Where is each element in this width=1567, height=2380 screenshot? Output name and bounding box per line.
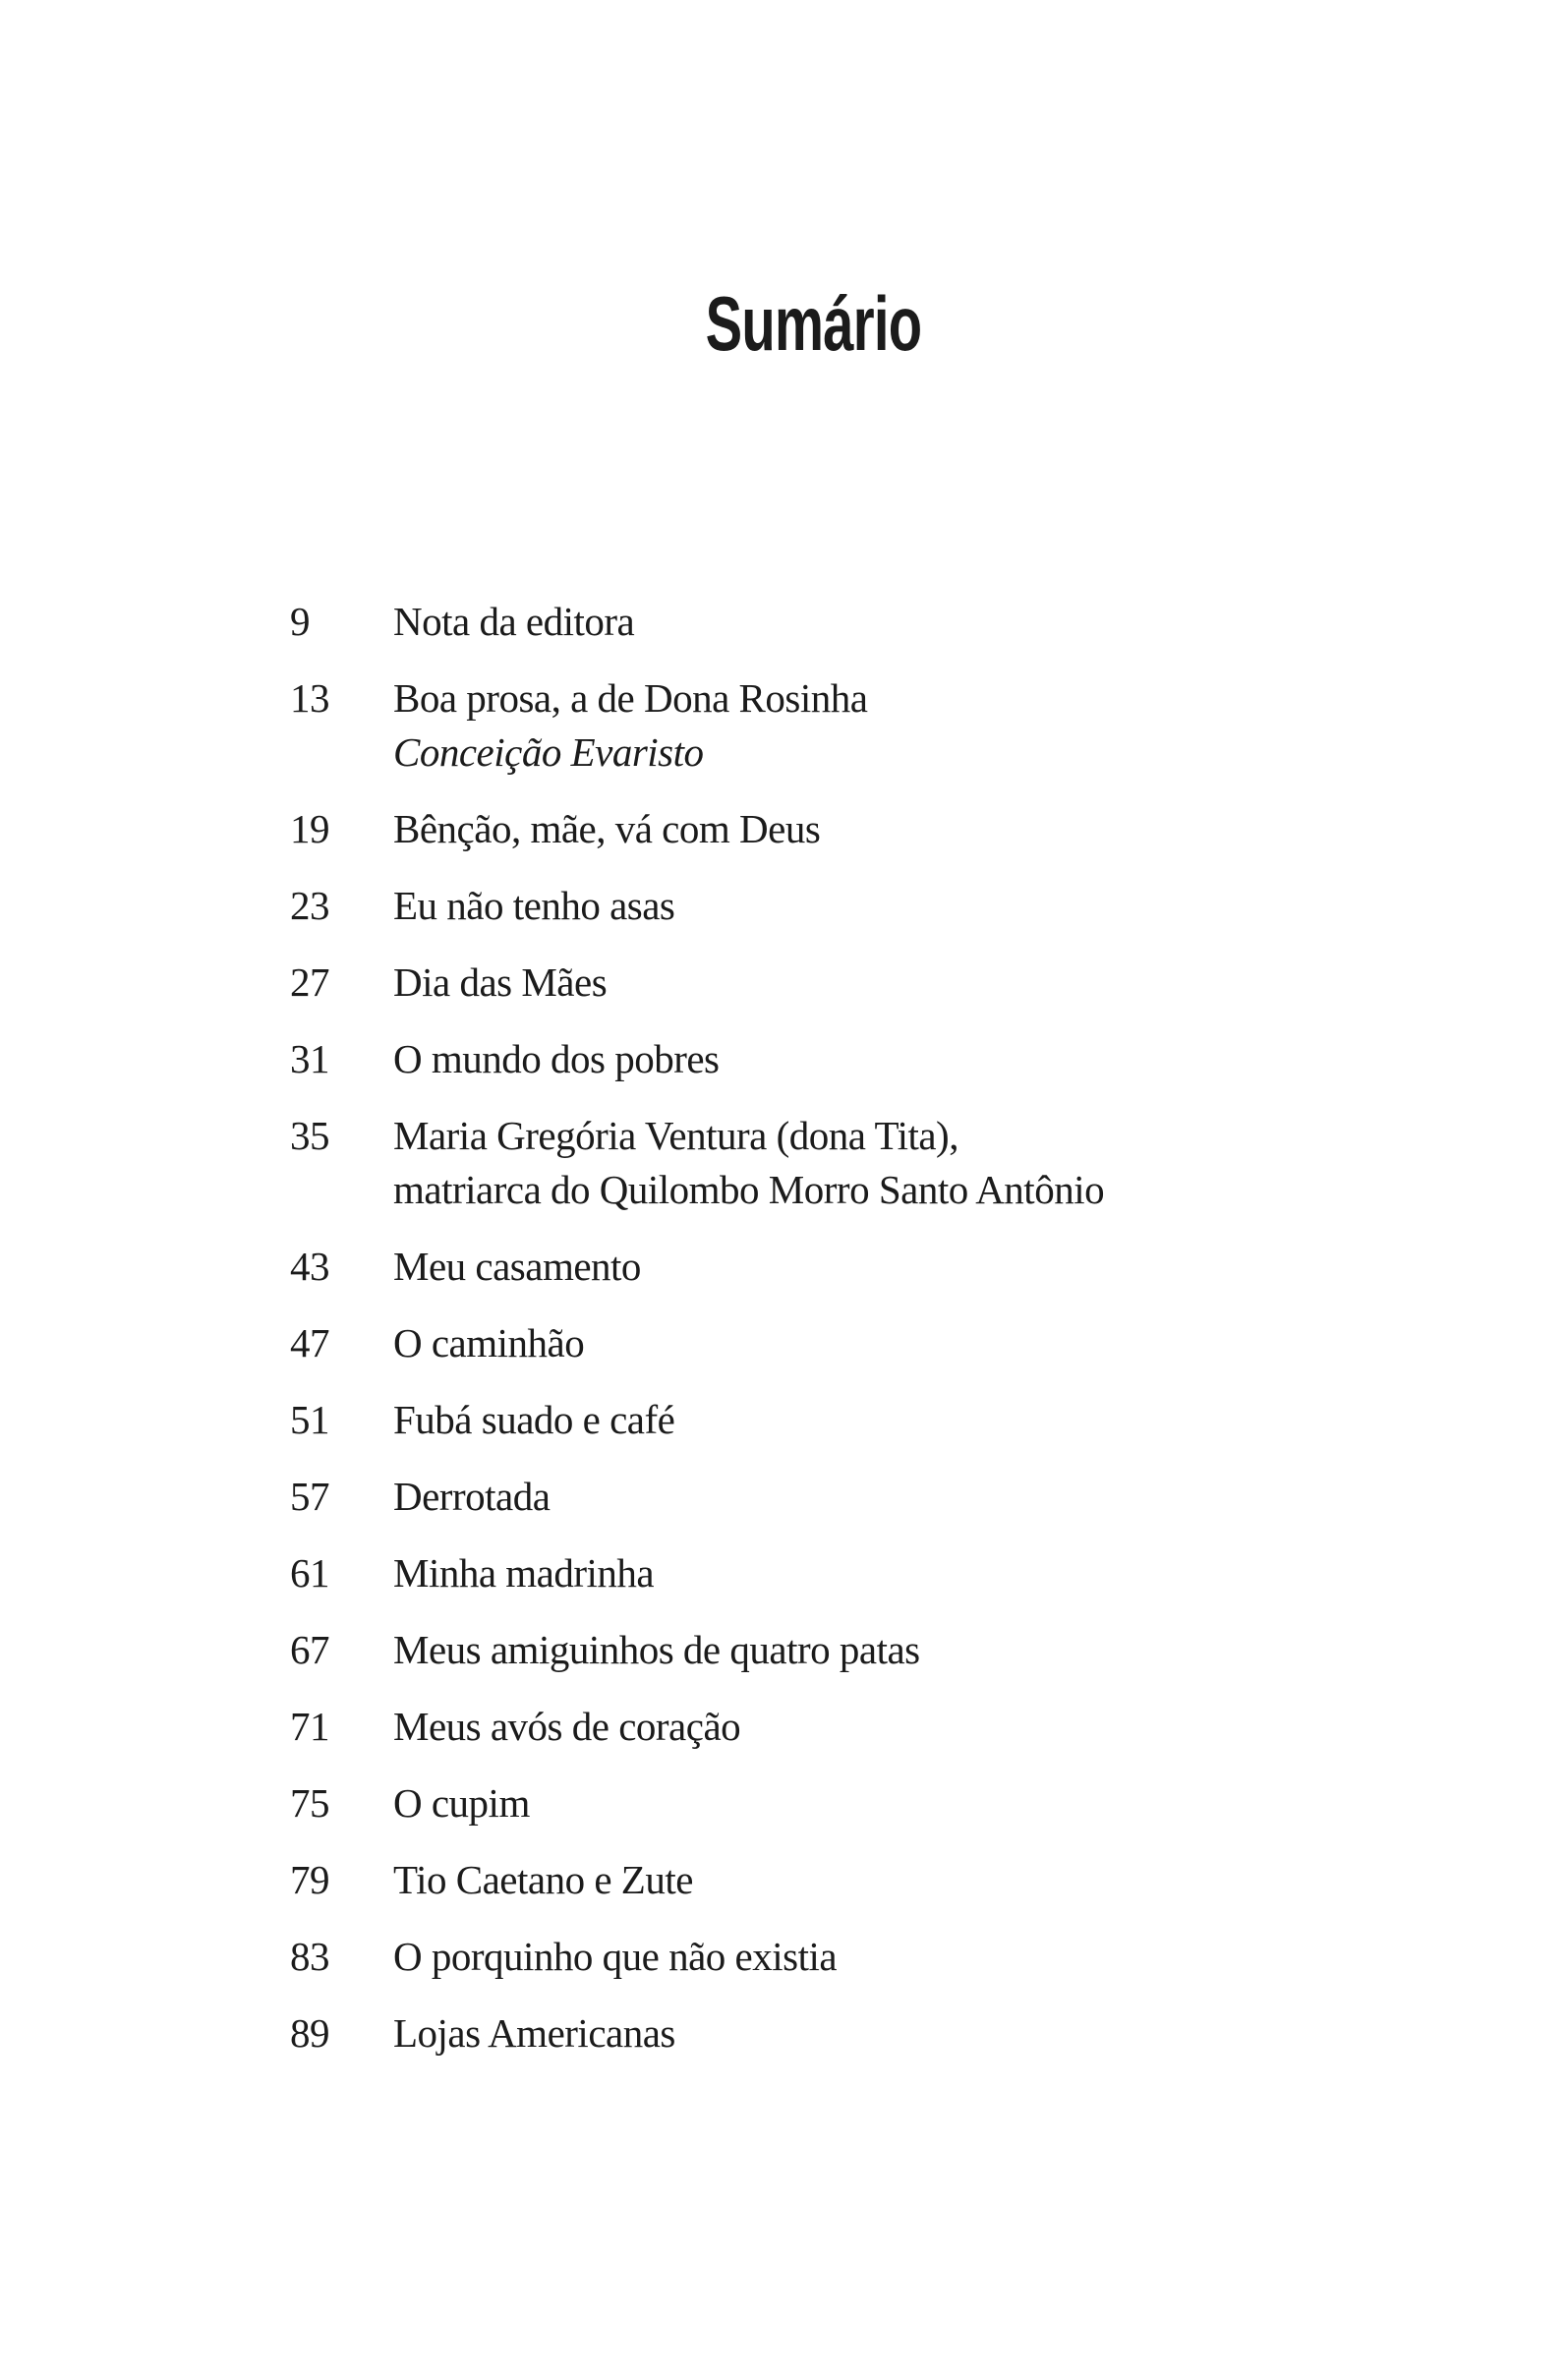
toc-entry	[290, 1930, 1371, 1984]
toc-page-number: 27	[290, 959, 329, 1005]
toc-entry-lines	[393, 1109, 1371, 1217]
toc-page-number: 57	[290, 1474, 329, 1519]
toc-entry-lines	[393, 1776, 1371, 1830]
toc-entry	[290, 1240, 1371, 1294]
toc-page-number: 61	[290, 1550, 329, 1596]
toc-entry	[290, 1853, 1371, 1907]
toc-page-number: 23	[290, 883, 329, 928]
toc-entry	[290, 1316, 1371, 1370]
toc-page-number: 13	[290, 675, 329, 721]
toc-entry-author: Conceição Evaristo	[393, 729, 704, 775]
toc-entry-title: O porquinho que não existia	[393, 1934, 838, 1979]
toc-entry-title: Tio Caetano e Zute	[393, 1857, 693, 1902]
toc-entry-title: Nota da editora	[393, 599, 635, 644]
toc-entry	[290, 595, 1371, 649]
toc-entry	[290, 1546, 1371, 1600]
toc-entry-lines	[393, 1470, 1371, 1524]
toc-entry-lines	[393, 1393, 1371, 1447]
toc-page-number: 75	[290, 1780, 329, 1826]
toc-entry-lines	[393, 1316, 1371, 1370]
toc-entry-lines	[393, 1930, 1371, 1984]
page-title: Sumário	[705, 280, 922, 368]
toc-page-number: 43	[290, 1244, 329, 1289]
toc-entry-title: Bênção, mãe, vá com Deus	[393, 806, 821, 851]
toc-page-number: 83	[290, 1934, 329, 1979]
toc-entry-title: O caminhão	[393, 1320, 585, 1365]
toc-entry-lines	[393, 879, 1371, 933]
toc-page-number: 31	[290, 1036, 329, 1081]
toc-entry-lines	[393, 1623, 1371, 1677]
toc-entry	[290, 671, 1371, 780]
toc-entry-title: Meu casamento	[393, 1244, 641, 1289]
toc-entry-title: Fubá suado e café	[393, 1397, 675, 1442]
toc-entry-title: Meus amiguinhos de quatro patas	[393, 1627, 920, 1672]
toc-entry-title: matriarca do Quilombo Morro Santo Antônio	[393, 1167, 1105, 1212]
toc-page-number: 35	[290, 1113, 329, 1158]
toc-entry	[290, 1623, 1371, 1677]
toc-page-number: 79	[290, 1857, 329, 1902]
toc-entry-lines	[393, 1240, 1371, 1294]
toc-entry-lines	[393, 802, 1371, 856]
toc-page-number: 9	[290, 599, 310, 644]
toc-page-number: 19	[290, 806, 329, 851]
toc-entry	[290, 956, 1371, 1010]
toc-entry-lines	[393, 1032, 1371, 1086]
toc-page-number: 51	[290, 1397, 329, 1442]
toc-entry	[290, 1776, 1371, 1830]
toc-entry-lines	[393, 1700, 1371, 1754]
toc-entry-title: Lojas Americanas	[393, 2010, 675, 2056]
toc-entry-title: Eu não tenho asas	[393, 883, 675, 928]
toc-entry-lines	[393, 1546, 1371, 1600]
toc-entry-title: Meus avós de coração	[393, 1704, 741, 1749]
toc-entry-lines	[393, 595, 1371, 649]
toc-entry-title: Minha madrinha	[393, 1550, 655, 1596]
toc-list	[290, 595, 1371, 2083]
toc-entry	[290, 1470, 1371, 1524]
toc-page-number: 67	[290, 1627, 329, 1672]
toc-page-number: 89	[290, 2010, 329, 2056]
toc-entry-lines	[393, 956, 1371, 1010]
toc-entry-title: O mundo dos pobres	[393, 1036, 720, 1081]
toc-entry	[290, 2006, 1371, 2061]
toc-entry-lines	[393, 1853, 1371, 1907]
toc-entry	[290, 1393, 1371, 1447]
toc-entry-title: Maria Gregória Ventura (dona Tita),	[393, 1113, 958, 1158]
toc-entry-title: Boa prosa, a de Dona Rosinha	[393, 675, 868, 721]
toc-entry-title: Dia das Mães	[393, 959, 608, 1005]
toc-entry	[290, 1109, 1371, 1217]
toc-entry	[290, 879, 1371, 933]
toc-entry-title: Derrotada	[393, 1474, 551, 1519]
toc-entry-lines	[393, 671, 1371, 780]
toc-page-number: 71	[290, 1704, 329, 1749]
toc-entry-lines	[393, 2006, 1371, 2061]
toc-entry	[290, 1700, 1371, 1754]
toc-entry-title: O cupim	[393, 1780, 530, 1826]
toc-entry	[290, 802, 1371, 856]
toc-entry	[290, 1032, 1371, 1086]
toc-page-number: 47	[290, 1320, 329, 1365]
